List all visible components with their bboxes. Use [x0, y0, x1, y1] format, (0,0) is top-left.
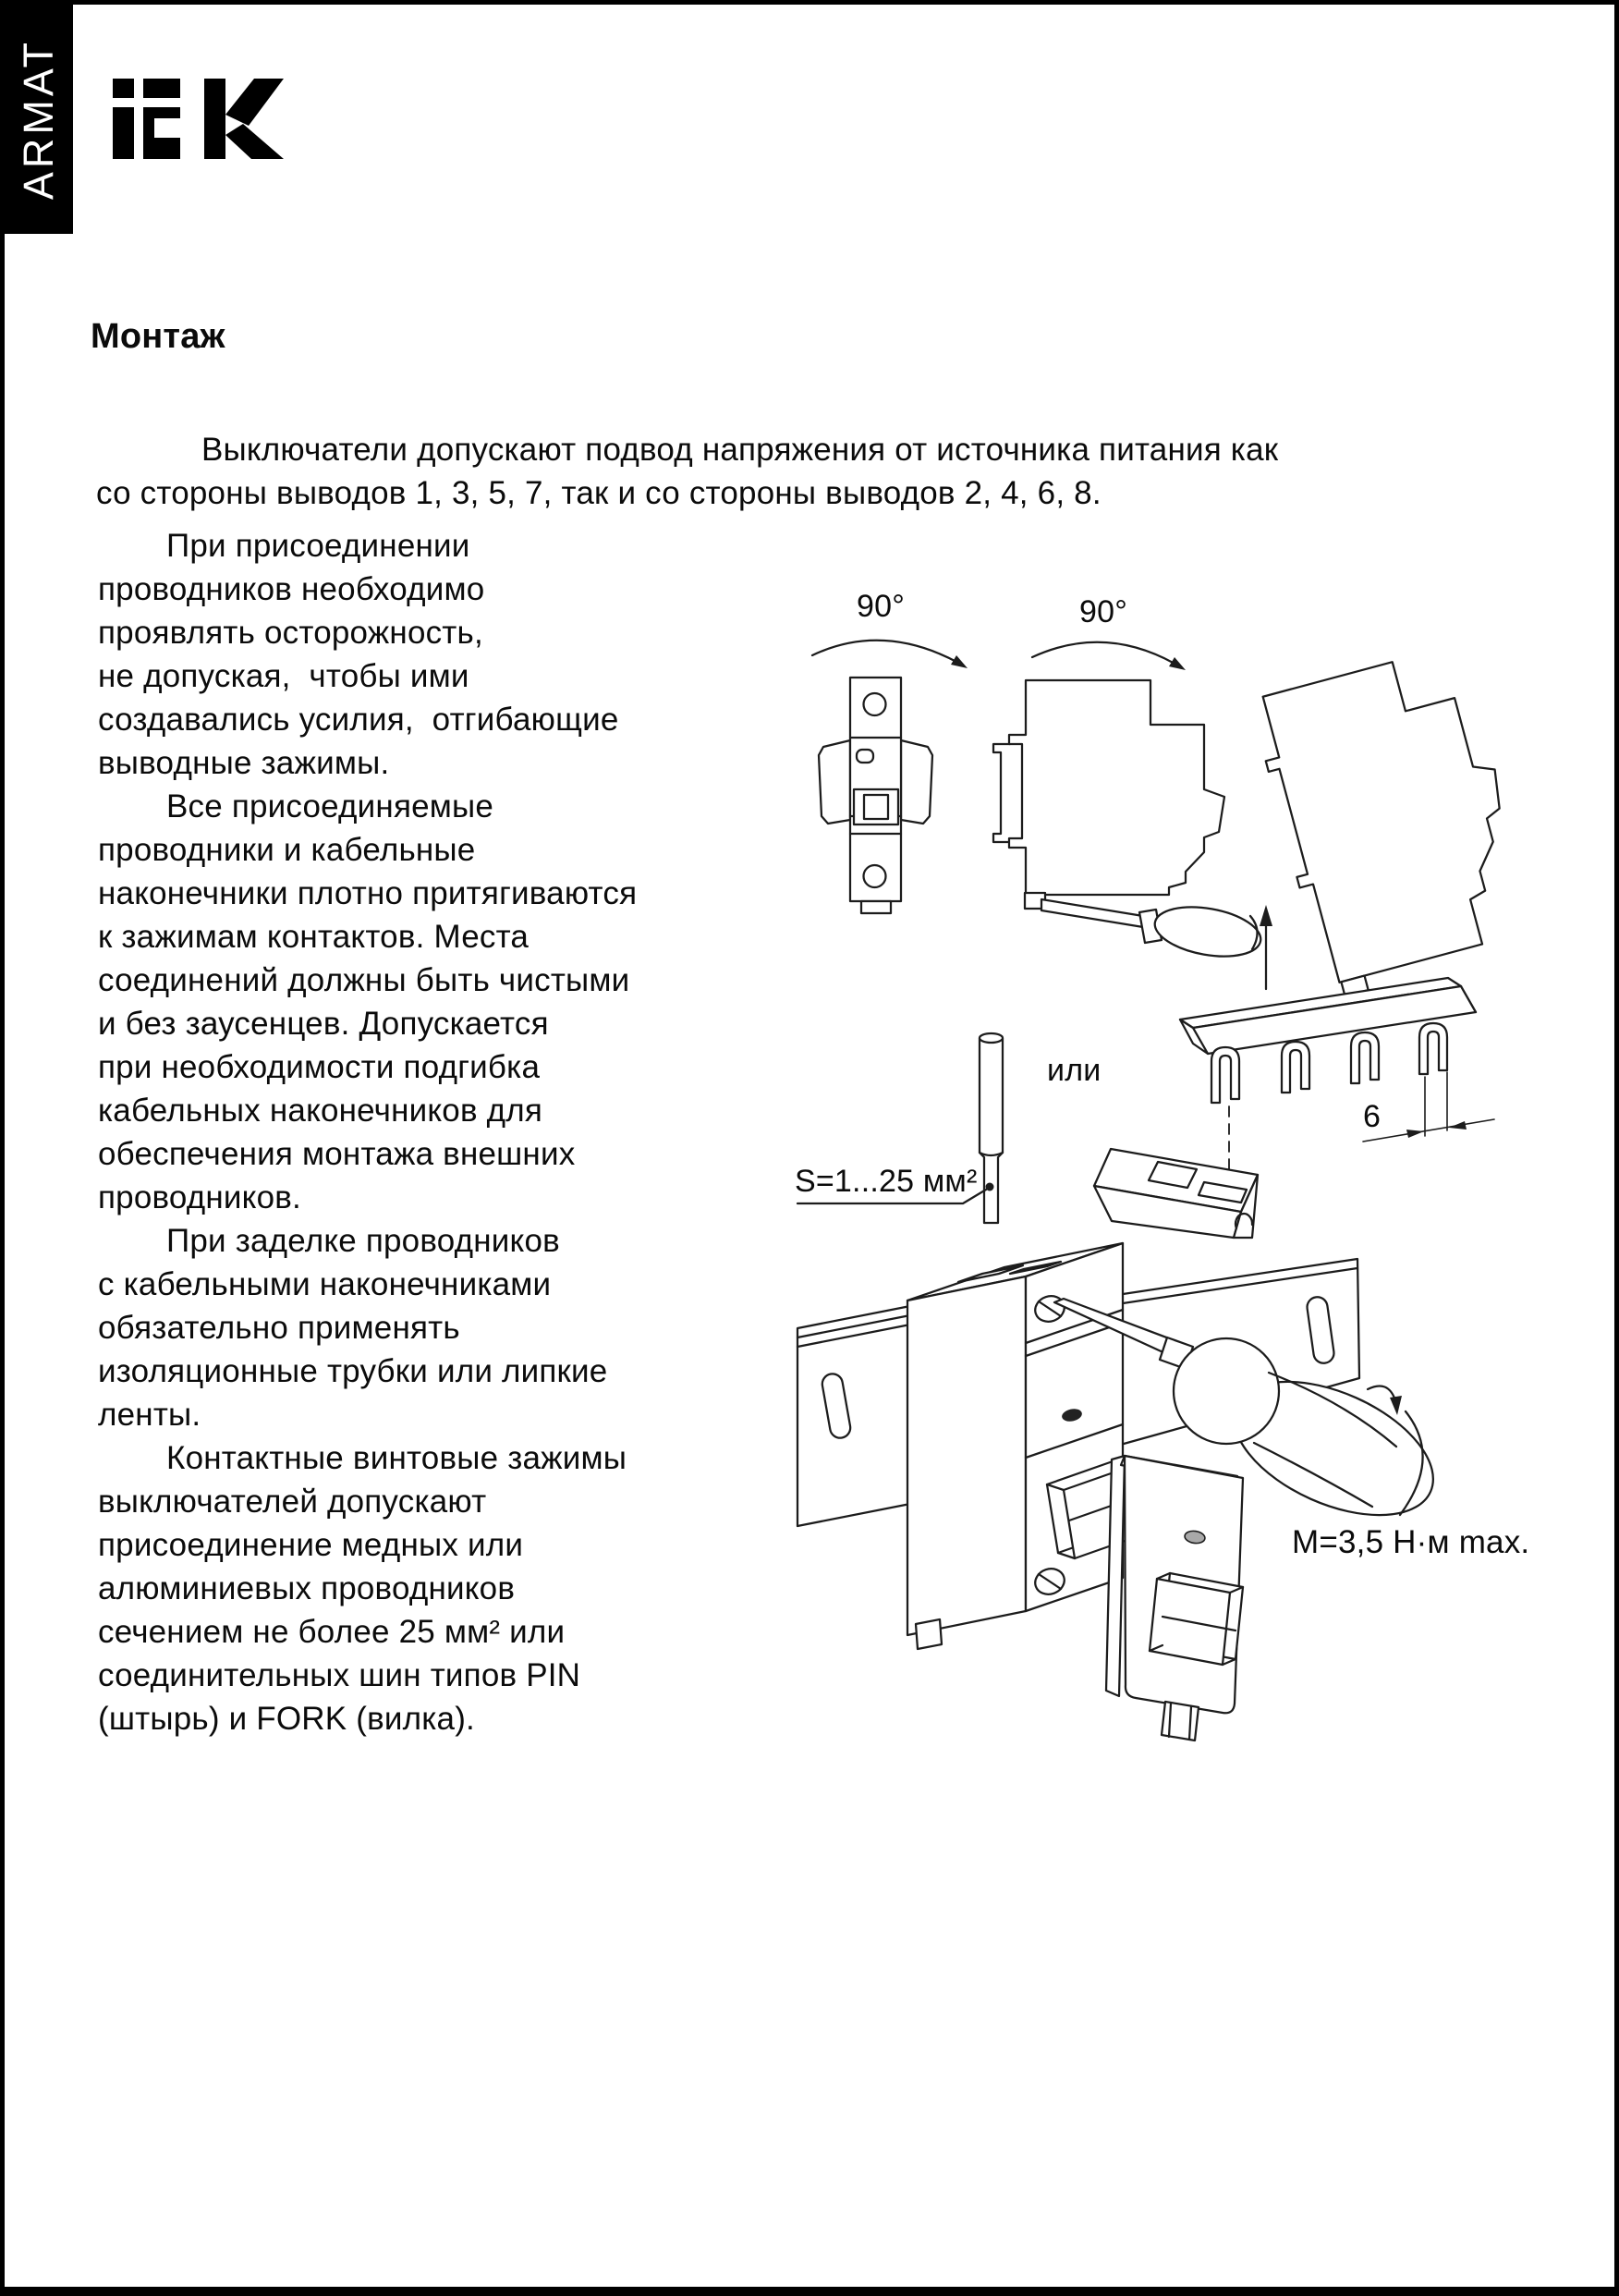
- text-line: выключателей допускают: [98, 1484, 487, 1520]
- text-line: с кабельными наконечниками: [98, 1266, 552, 1302]
- text-line: обеспечения монтажа внешних: [98, 1136, 576, 1172]
- figure-screw-tightening: [797, 1243, 1453, 1740]
- text-line: присоединение медных или: [98, 1527, 524, 1563]
- text-line: не допуская, чтобы ими: [98, 658, 469, 694]
- text-line: При заделке проводников: [166, 1223, 560, 1259]
- section-heading: Монтаж: [91, 317, 225, 356]
- text-line: соединительных шин типов PIN: [98, 1657, 581, 1693]
- text-line: Все присоединяемые: [166, 788, 494, 824]
- figure-din-rail-removal: [812, 641, 1541, 1000]
- wire-cross-section-label: S=1...25 мм²: [795, 1164, 978, 1199]
- text-line: (штырь) и FORK (вилка).: [98, 1701, 475, 1737]
- text-line: изоляционные трубки или липкие: [98, 1353, 608, 1389]
- text-line: проводников.: [98, 1179, 301, 1215]
- text-line: алюминиевых проводников: [98, 1570, 516, 1606]
- figure-wire-or-busbar: [797, 978, 1494, 1238]
- text-line: проявлять осторожность,: [98, 615, 483, 651]
- series-label: ARMAT: [15, 38, 62, 201]
- text-line: и без заусенцев. Допускается: [98, 1006, 549, 1042]
- figures-artwork: [5, 5, 1619, 2296]
- rotation-angle-label-1: 90°: [857, 589, 906, 624]
- text-line: ленты.: [98, 1397, 201, 1433]
- text-line: При присоединении: [166, 528, 470, 564]
- text-line: при необходимости подгибка: [98, 1049, 541, 1085]
- text-line: соединений должны быть чистыми: [98, 962, 630, 998]
- text-line: выводные зажимы.: [98, 745, 390, 781]
- text-line: сечением не более 25 мм² или: [98, 1614, 566, 1650]
- text-line: проводников необходимо: [98, 571, 485, 607]
- text-line: Выключатели допускают подвод напряжения от источника питания как: [201, 432, 1279, 468]
- text-line: проводники и кабельные: [98, 832, 476, 868]
- text-line: Контактные винтовые зажимы: [166, 1440, 627, 1476]
- text-line: со стороны выводов 1, 3, 5, 7, так и со стороны выводов 2, 4, 6, 8.: [96, 475, 1102, 511]
- torque-label: M=3,5 Н·м max.: [1292, 1524, 1530, 1560]
- text-line: наконечники плотно притягиваются: [98, 875, 638, 911]
- busbar-pitch-label: 6: [1363, 1099, 1382, 1134]
- text-line: создавались усилия, отгибающие: [98, 702, 619, 738]
- text-line: кабельных наконечников для: [98, 1093, 543, 1129]
- rotation-angle-label-2: 90°: [1079, 594, 1128, 629]
- or-label: или: [1047, 1053, 1102, 1088]
- text-line: обязательно применять: [98, 1310, 460, 1346]
- text-line: к зажимам контактов. Места: [98, 919, 530, 955]
